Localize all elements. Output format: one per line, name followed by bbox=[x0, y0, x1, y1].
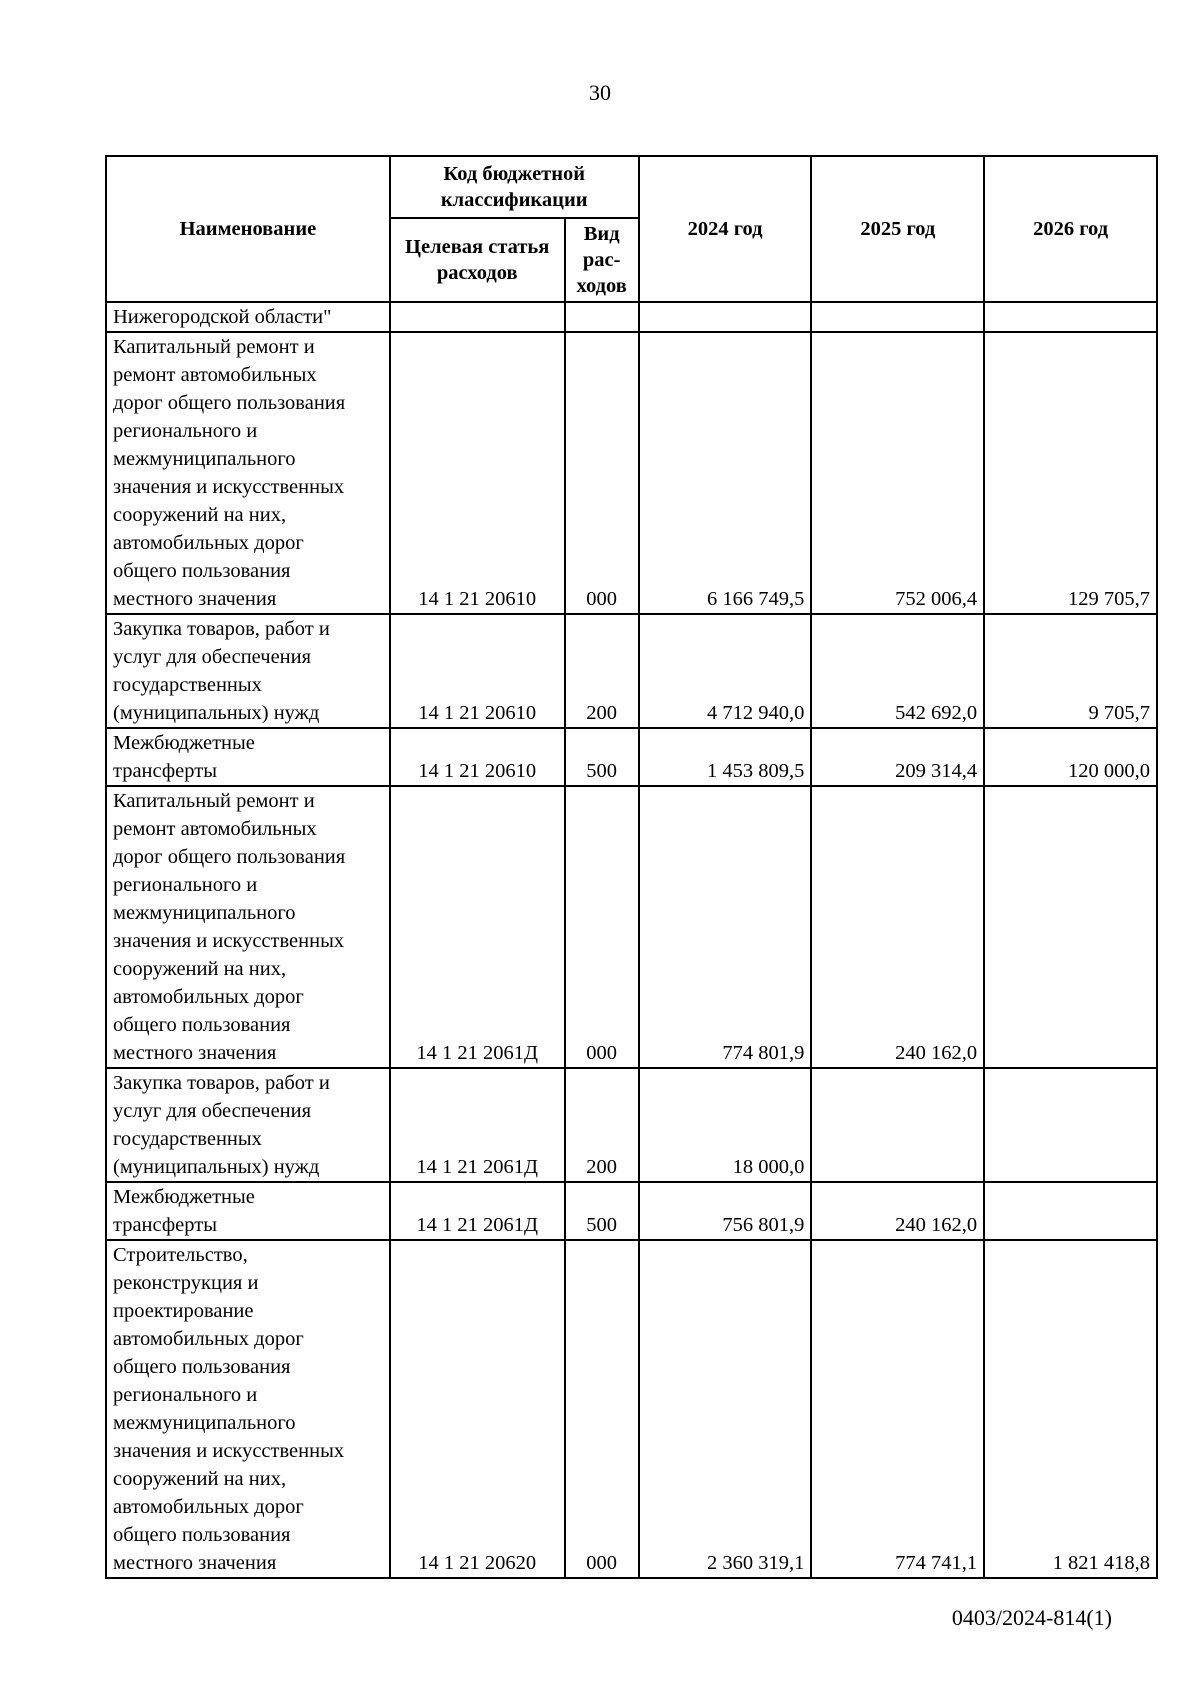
header-budget-code-group: Код бюджетной классификации bbox=[390, 156, 639, 218]
cell-target-article: 14 1 21 20620 bbox=[390, 1240, 565, 1578]
cell-target-article: 14 1 21 20610 bbox=[390, 614, 565, 728]
cell-2026: 1 821 418,8 bbox=[984, 1240, 1157, 1578]
cell-2026: 9 705,7 bbox=[984, 614, 1157, 728]
cell-target-article: 14 1 21 2061Д bbox=[390, 1068, 565, 1182]
cell-name: Капитальный ремонт и ремонт автомобильных дорог общего пользования регионального и межмуниципального значения и искусственных сооружений на них, автомобильных дорог общего пользования местного значения bbox=[106, 786, 390, 1068]
cell-expense-kind: 000 bbox=[565, 786, 639, 1068]
cell-2025 bbox=[811, 302, 984, 332]
document-registration-code: 0403/2024-814(1) bbox=[951, 1605, 1112, 1630]
cell-2025: 752 006,4 bbox=[811, 332, 984, 614]
header-expense-kind: Вид рас-ходов bbox=[565, 218, 639, 302]
header-year-2025: 2025 год bbox=[811, 156, 984, 302]
cell-expense-kind: 000 bbox=[565, 332, 639, 614]
table-row bbox=[106, 1240, 1157, 1578]
cell-2024: 756 801,9 bbox=[639, 1182, 812, 1240]
cell-target-article: 14 1 21 2061Д bbox=[390, 786, 565, 1068]
cell-expense-kind: 500 bbox=[565, 728, 639, 786]
cell-2026 bbox=[984, 302, 1157, 332]
cell-name: Капитальный ремонт и ремонт автомобильных дорог общего пользования регионального и межмуниципального значения и искусственных сооружений на них, автомобильных дорог общего пользования местного значения bbox=[106, 332, 390, 614]
cell-2024: 1 453 809,5 bbox=[639, 728, 812, 786]
table-row bbox=[106, 1068, 1157, 1182]
cell-2025: 209 314,4 bbox=[811, 728, 984, 786]
cell-2026: 120 000,0 bbox=[984, 728, 1157, 786]
cell-name: Закупка товаров, работ и услуг для обеспечения государственных (муниципальных) нужд bbox=[106, 1068, 390, 1182]
table-row bbox=[106, 614, 1157, 728]
cell-2024: 4 712 940,0 bbox=[639, 614, 812, 728]
cell-name: Межбюджетные трансферты bbox=[106, 728, 390, 786]
cell-2025: 542 692,0 bbox=[811, 614, 984, 728]
cell-2024: 2 360 319,1 bbox=[639, 1240, 812, 1578]
cell-2024: 6 166 749,5 bbox=[639, 332, 812, 614]
cell-2025 bbox=[811, 1068, 984, 1182]
cell-name: Закупка товаров, работ и услуг для обеспечения государственных (муниципальных) нужд bbox=[106, 614, 390, 728]
cell-target-article bbox=[390, 302, 565, 332]
cell-target-article: 14 1 21 20610 bbox=[390, 728, 565, 786]
cell-2026 bbox=[984, 1068, 1157, 1182]
cell-2026: 129 705,7 bbox=[984, 332, 1157, 614]
cell-expense-kind: 200 bbox=[565, 1068, 639, 1182]
page-number: 30 bbox=[589, 80, 611, 105]
cell-name: Нижегородской области" bbox=[106, 302, 390, 332]
cell-target-article: 14 1 21 20610 bbox=[390, 332, 565, 614]
cell-2024 bbox=[639, 302, 812, 332]
cell-expense-kind: 200 bbox=[565, 614, 639, 728]
header-year-2024: 2024 год bbox=[639, 156, 812, 302]
header-name: Наименование bbox=[106, 156, 390, 302]
cell-2025: 240 162,0 bbox=[811, 786, 984, 1068]
cell-2024: 18 000,0 bbox=[639, 1068, 812, 1182]
cell-2025: 240 162,0 bbox=[811, 1182, 984, 1240]
table-row bbox=[106, 786, 1157, 1068]
cell-name: Межбюджетные трансферты bbox=[106, 1182, 390, 1240]
cell-2026 bbox=[984, 786, 1157, 1068]
table-row bbox=[106, 1182, 1157, 1240]
cell-expense-kind: 000 bbox=[565, 1240, 639, 1578]
cell-target-article: 14 1 21 2061Д bbox=[390, 1182, 565, 1240]
cell-2025: 774 741,1 bbox=[811, 1240, 984, 1578]
cell-expense-kind: 500 bbox=[565, 1182, 639, 1240]
cell-name: Строительство, реконструкция и проектирование автомобильных дорог общего пользования регионального и межмуниципального значения и искусственных сооружений на них, автомобильных дорог общего пользования местного значения bbox=[106, 1240, 390, 1578]
cell-2026 bbox=[984, 1182, 1157, 1240]
budget-table bbox=[105, 155, 1158, 1579]
table-row bbox=[106, 302, 1157, 332]
header-target-article: Целевая статья расходов bbox=[390, 218, 565, 302]
cell-expense-kind bbox=[565, 302, 639, 332]
cell-2024: 774 801,9 bbox=[639, 786, 812, 1068]
header-year-2026: 2026 год bbox=[984, 156, 1157, 302]
table-body bbox=[106, 302, 1157, 1578]
table-row bbox=[106, 728, 1157, 786]
table-row bbox=[106, 332, 1157, 614]
